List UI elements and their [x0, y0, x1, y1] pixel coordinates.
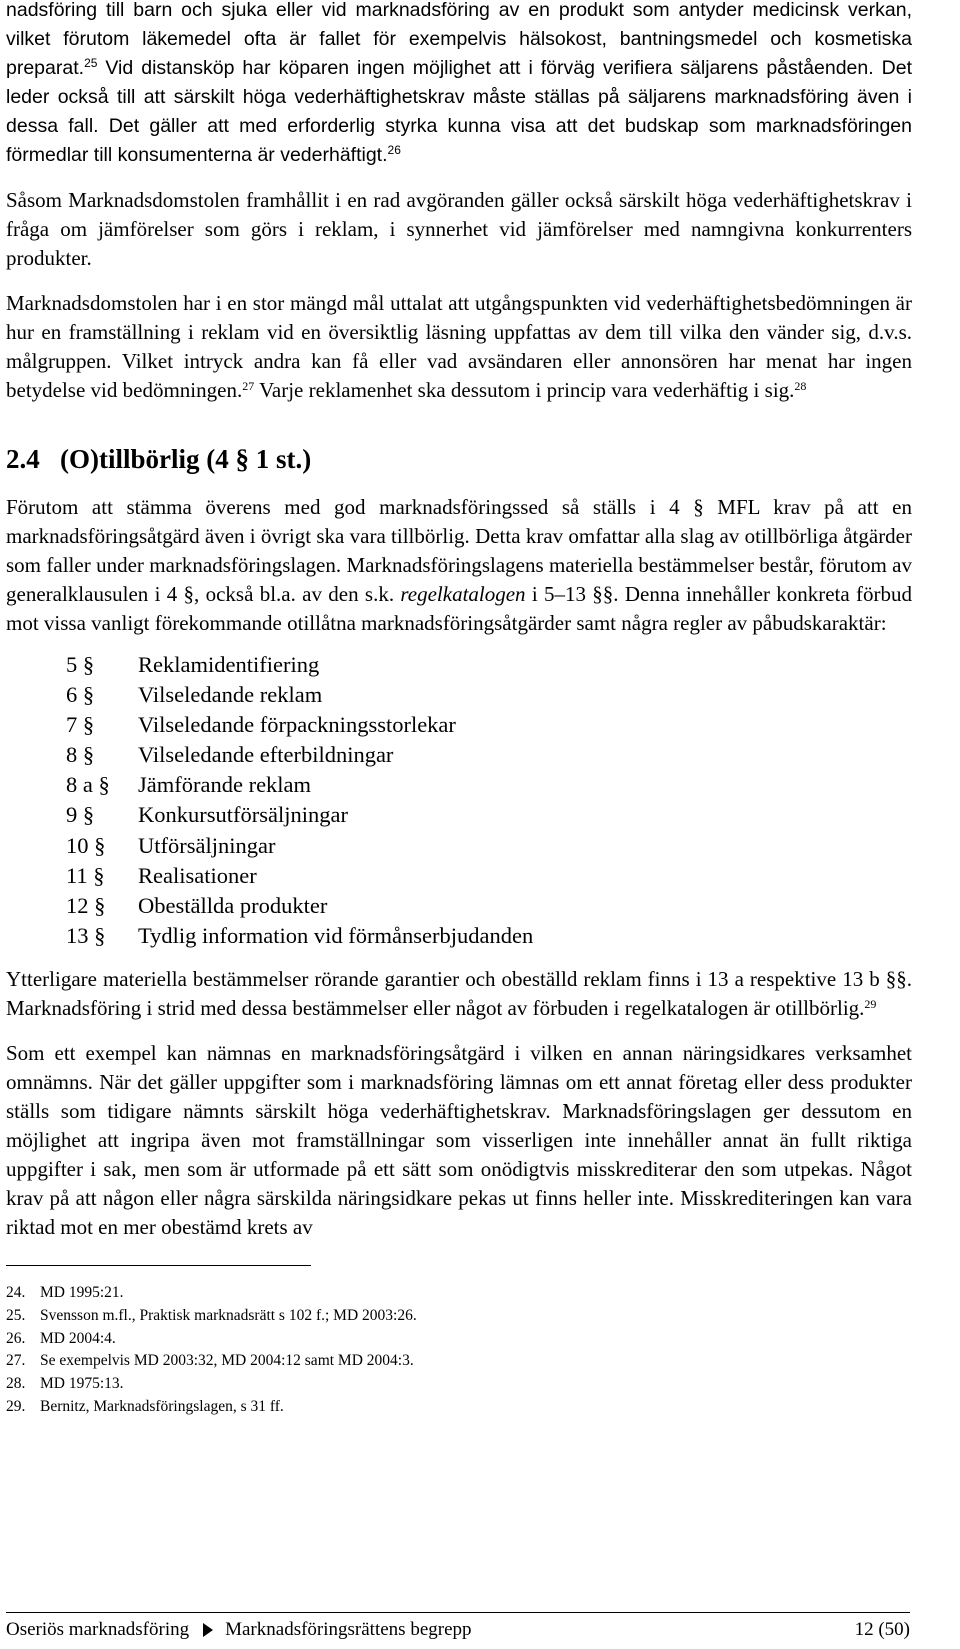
footnote-ref: 25 [84, 56, 98, 70]
rule-list-item [6, 680, 912, 710]
rule-section-number: 13 § [66, 922, 106, 948]
text: nadsföring till barn och sjuka eller vid marknadsföring av en produkt som antyder medicinsk verkan, vilket förutom läkemedel ofta är fallet för exempelvis hälsokost, bantningsmedel och kosmetiska preparat. [6, 0, 912, 79]
rule-list-item [6, 740, 912, 770]
rule-label: Jämförande reklam [138, 772, 312, 798]
paragraph [6, 0, 912, 170]
rule-list-item [6, 921, 912, 951]
footnote-number: 25. [6, 1306, 26, 1324]
footnote-ref: 28 [794, 379, 807, 393]
text: Varje reklamenhet ska dessutom i princip vara vederhäftig i sig. [254, 378, 795, 402]
footnote-ref: 26 [387, 143, 401, 157]
rule-catalogue-list [6, 650, 912, 951]
footnote-number: 28. [6, 1375, 26, 1393]
footnote-number: 24. [6, 1283, 26, 1301]
rule-section-number: 6 § [66, 682, 95, 708]
paragraph [6, 289, 912, 405]
footnote-number: 27. [6, 1352, 26, 1370]
rule-list-item [6, 800, 912, 830]
document-page [6, 0, 912, 1419]
triangle-right-icon [203, 1623, 213, 1637]
rule-list-item [6, 650, 912, 680]
footnote-number: 29. [6, 1397, 26, 1415]
rule-label: Vilseledande förpackningsstorlekar [138, 712, 456, 738]
rule-label: Realisationer [138, 862, 257, 888]
paragraph: Såsom Marknadsdomstolen framhållit i en rad avgöranden gäller också särskilt höga vederhäftighetskrav i fråga om jämförelser som görs i reklam, i synnerhet vid jämförelser med namngivna konkurrenters produkter. [6, 188, 912, 270]
footnote-divider [6, 1265, 311, 1266]
rule-list-item [6, 861, 912, 891]
footnote [6, 1373, 912, 1396]
footnote [6, 1328, 912, 1351]
sans-text-block [6, 0, 912, 170]
rule-section-number: 9 § [66, 802, 95, 828]
italic-term: regelkatalogen [400, 582, 526, 606]
page-footer [6, 1618, 910, 1642]
footer-chapter-title: Marknadsföringsrättens begrepp [225, 1619, 472, 1640]
section-heading: 2.4 (O)tillbörlig (4 § 1 st.) [6, 444, 312, 474]
footnote-text: MD 2004:4. [40, 1329, 116, 1347]
text: Vid distansköp har köparen ingen möjlighet att i förväg verifiera säljarens påståenden. Det leder också till att särskilt höga vederhäftighetskrav måste ställas på säljarens marknadsföring även i dessa fall. Det gäller att med erforderlig styrka kunna visa att det budskap som marknadsföringen förmedlar till konsumenterna är vederhäftigt. [6, 57, 912, 166]
text: Ytterligare materiella bestämmelser rörande garantier och obeställd reklam finns i 13 a respektive 13 b §§. Marknadsföring i strid med dessa bestämmelser eller något av förbuden i regelkatalogen är otillbörlig. [6, 966, 912, 1020]
footnote [6, 1282, 912, 1305]
paragraph [6, 493, 912, 638]
rule-label: Obeställda produkter [138, 892, 328, 918]
rule-section-number: 8 § [66, 742, 95, 768]
text: Marknadsdomstolen har i en stor mängd mål uttalat att utgångspunkten vid vederhäftighetsbedömningen är hur en framställning i reklam vid en översiktlig läsning uppfattas av dem till vilka den vänder sig, d.v.s. målgruppen. Vilket intryck andra kan få eller vad avsändaren eller annonsören har menat har ingen betydelse vid bedömningen. [6, 291, 912, 402]
rule-list-item [6, 710, 912, 740]
rule-section-number: 12 § [66, 892, 106, 918]
rule-section-number: 8 a § [66, 772, 110, 798]
rule-section-number: 10 § [66, 832, 106, 858]
footnote-ref: 27 [242, 379, 255, 393]
rule-label: Utförsäljningar [138, 832, 276, 858]
rule-section-number: 5 § [66, 652, 95, 677]
footer-book-title: Oseriös marknadsföring [6, 1619, 190, 1640]
rule-list-item [6, 770, 912, 800]
rule-label: Tydlig information vid förmånserbjudanden [138, 922, 534, 948]
footnote-text: Bernitz, Marknadsföringslagen, s 31 ff. [40, 1397, 284, 1415]
text: i 5–13 §§. Denna innehåller konkreta förbud mot vissa vanligt förekommande otillåtna marknadsföringsåtgärder samt några regler av påbudskaraktär: [6, 582, 912, 635]
rule-section-number: 7 § [66, 712, 95, 738]
rule-list-item [6, 891, 912, 921]
rule-list-item [6, 831, 912, 861]
footnote [6, 1396, 912, 1419]
footnote-text: MD 1975:13. [40, 1375, 124, 1393]
footnote-text: Se exempelvis MD 2003:32, MD 2004:12 samt MD 2004:3. [40, 1352, 414, 1370]
page-number: 12 (50) [854, 1619, 910, 1640]
rule-section-number: 11 § [66, 862, 105, 888]
footnote-text: Svensson m.fl., Praktisk marknadsrätt s 102 f.; MD 2003:26. [40, 1306, 417, 1324]
rule-label: Konkursutförsäljningar [138, 802, 348, 828]
paragraph [6, 965, 912, 1023]
rule-label: Vilseledande reklam [138, 682, 323, 708]
footnote-ref: 29 [864, 996, 877, 1011]
paragraph: Som ett exempel kan nämnas en marknadsföringsåtgärd i vilken en annan näringsidkares verksamhet omnämns. När det gäller uppgifter som i marknadsföring lämnas om ett annat företag eller dess produkter ställs som tidigare nämnts särskilt höga vederhäftighetskrav. Marknadsföringslagen ger dessutom en möjlighet att ingripa även mot framställningar som visserligen inte innehåller annat än fullt riktiga uppgifter i sak, men som är utformade på ett sätt som onödigtvis misskrediterar den som utpekas. Något krav på att någon eller några särskilda näringsidkare pekas ut finns heller inte. Misskrediteringen kan vara riktad mot en mer obestämd krets av [6, 1040, 912, 1239]
footer-rule [6, 1612, 910, 1613]
footnote [6, 1305, 912, 1328]
text: Förutom att stämma överens med god marknadsföringssed så ställs i 4 § MFL krav på att en marknadsföringsåtgärd även i övrigt ska vara tillbörlig. Detta krav omfattar alla slag av otillbörliga åtgärder som faller under marknadsföringslagen. Marknadsföringslagens materiella bestämmelser består, förutom av generalklausulen i 4 §, också bl.a. av den s.k. [6, 495, 912, 606]
rule-label: Vilseledande efterbildningar [138, 742, 394, 768]
footnotes [6, 1282, 912, 1419]
footnote-number: 26. [6, 1329, 26, 1347]
footnote [6, 1350, 912, 1373]
footnote-text: MD 1995:21. [40, 1283, 124, 1301]
rule-label: Reklamidentifiering [138, 652, 320, 677]
